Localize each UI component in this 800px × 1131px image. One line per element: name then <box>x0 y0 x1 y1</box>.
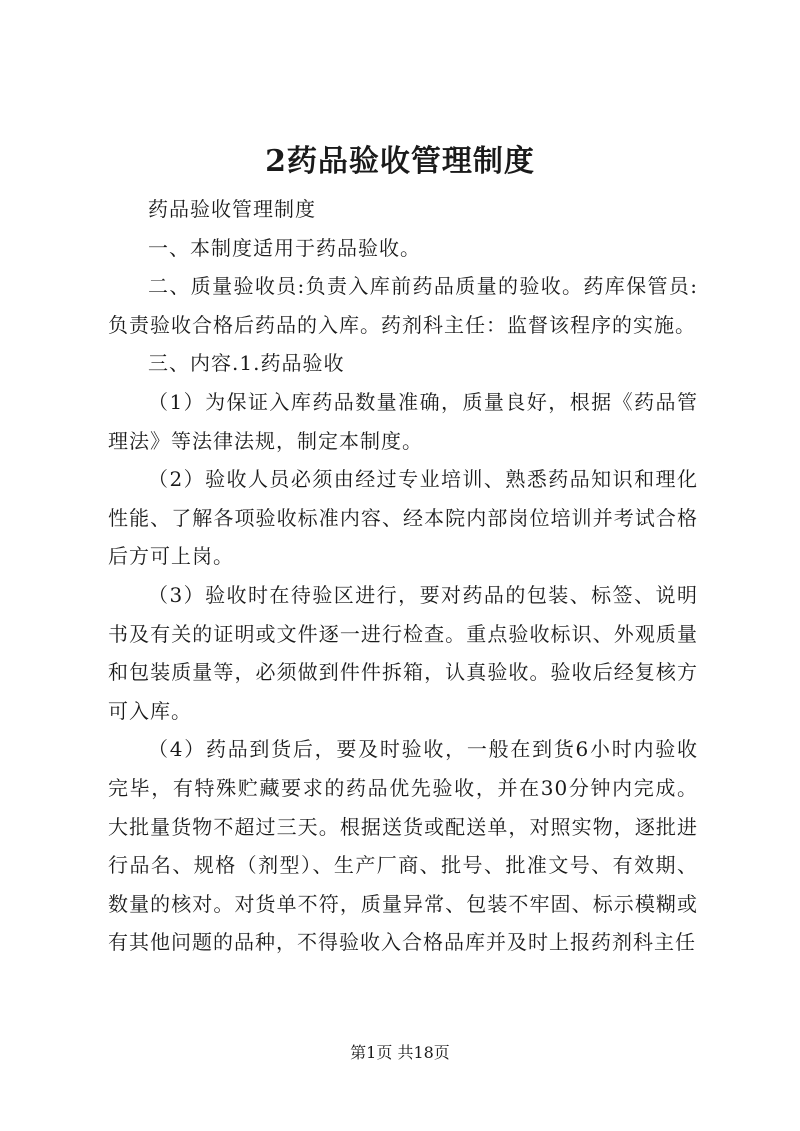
paragraph: （2）验收人员必须由经过专业培训、熟悉药品知识和理化性能、了解各项验收标准内容、经本院内部岗位培训并考试合格后方可上岗。 <box>108 467 698 569</box>
paragraph: 二、质量验收员:负责入库前药品质量的验收。药库保管员:负责验收合格后药品的入库。药剂科主任：监督该程序的实施。 <box>108 274 698 337</box>
paragraph: 三、内容.1.药品验收 <box>148 351 345 376</box>
document-title: 2药品验收管理制度 <box>265 144 535 179</box>
paragraph: （3）验收时在待验区进行，要对药品的包装、标签、说明书及有关的证明或文件逐一进行检查。重点验收标识、外观质量和包装质量等，必须做到件件拆箱，认真验收。验收后经复核方可入库。 <box>108 582 698 723</box>
paragraph: （1）为保证入库药品数量准确，质量良好，根据《药品管理法》等法律法规，制定本制度。 <box>108 389 698 453</box>
document-body <box>108 190 698 962</box>
paragraph: （4）药品到货后，要及时验收，一般在到货6小时内验收完毕，有特殊贮藏要求的药品优先验收，并在30分钟内完成。大批量货物不超过三天。根据送货或配送单，对照实物，逐批进行品名、规格（剂型）、生产厂商、批号、批准文号、有效期、数量的核对。对货单不符，质量异常、包装不牢固、标示模糊或有其他问题的品种，不得验收入合格品库并及时上报药剂科主任 <box>108 737 698 955</box>
paragraph: 一、本制度适用于药品验收。 <box>148 235 421 260</box>
paragraph: 药品验收管理制度 <box>148 197 316 221</box>
page-footer: 第1页 共18页 <box>350 1043 450 1062</box>
